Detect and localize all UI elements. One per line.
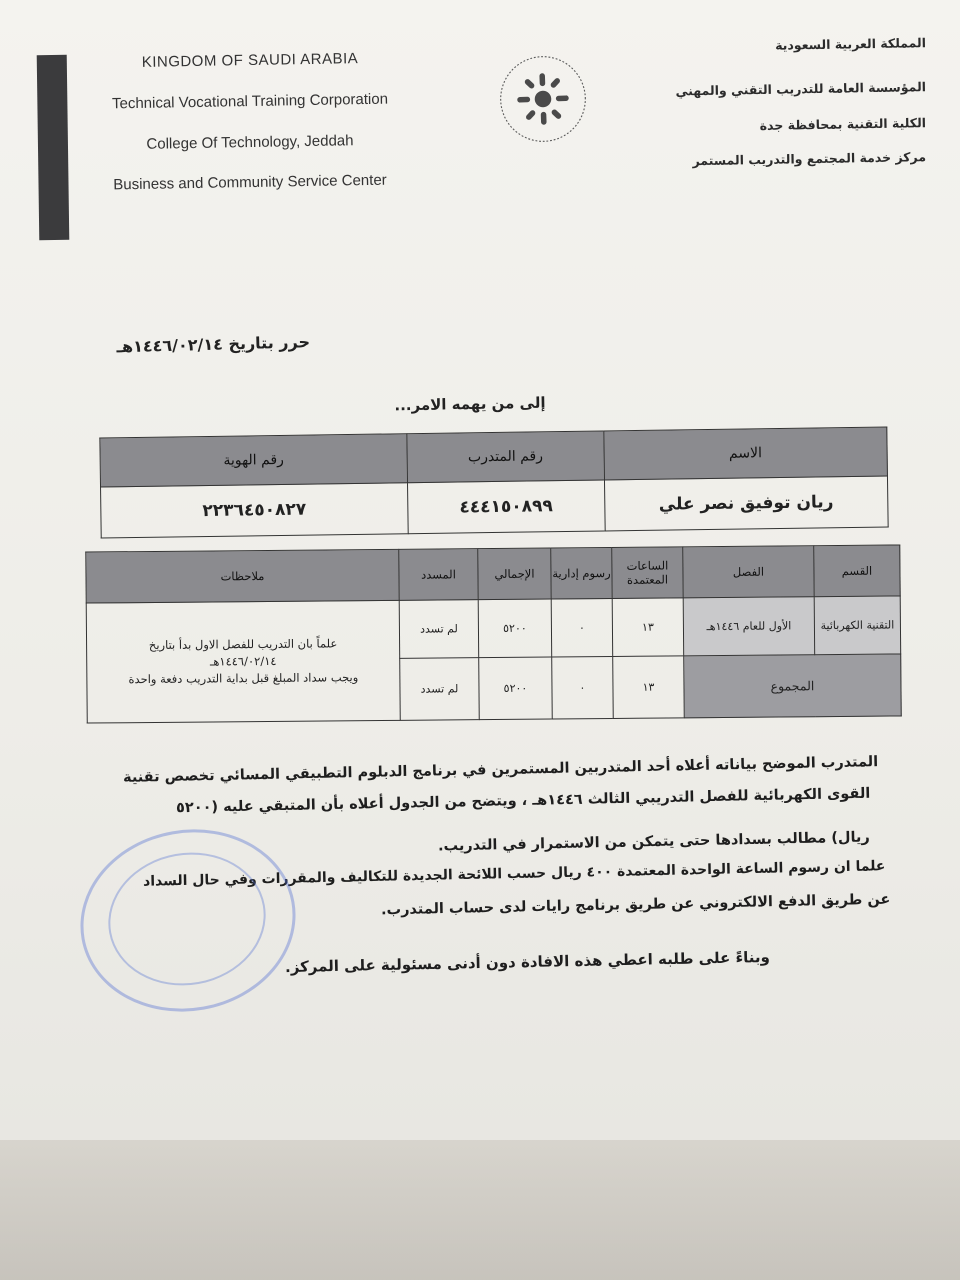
total-header: الإجمالي (478, 548, 551, 600)
note-line-3: ويجب سداد المبلغ قبل بداية التدريب دفعة واحدة (128, 670, 359, 687)
hours-cell: ١٣ (612, 598, 684, 657)
id-number: ٢٢٣٦٤٥٠٨٢٧ (101, 483, 409, 538)
header-en-line-3: College Of Technology, Jeddah (146, 132, 354, 153)
name-header: الاسم (603, 427, 887, 480)
header-ar-line-4: مركز خدمة المجتمع والتدريب المستمر (692, 149, 927, 169)
tvtc-logo-icon (495, 51, 590, 146)
header-ar-line-1: المملكة العربية السعودية (774, 35, 927, 53)
trainee-info-table (99, 427, 888, 539)
term-header: الفصل (683, 546, 814, 598)
body-paragraph-5: عن طريق الدفع الالكتروني عن طريق برنامج رايات لدى حساب المتدرب. (380, 891, 891, 919)
to-whom-it-may-concern: إلى من يهمه الامر... (394, 393, 546, 415)
header-en-line-1: KINGDOM OF SAUDI ARABIA (141, 50, 359, 71)
id-number-header: رقم الهوية (100, 434, 408, 487)
note-line-1: علماً بان التدريب للفصل الاول بدأ بتاريخ (148, 636, 338, 653)
body-paragraph-6: وبناءً على طلبه اعطي هذه الافادة دون أدنى مسئولية على المركز. (284, 947, 771, 977)
notes-header: ملاحظات (86, 549, 399, 603)
body-paragraph-4: علما ان رسوم الساعة الواحدة المعتمدة ٤٠٠ ريال حسب اللائحة الجديدة للتكاليف والمقررات وفي حال السداد (142, 858, 886, 890)
admin-fee-cell: ٠ (551, 598, 613, 657)
body-paragraph-3: ريال) مطالب بسدادها حتى يتمكن من الاستمرار في التدريب. (438, 829, 871, 855)
header-en-line-2: Technical Vocational Training Corporation (111, 90, 389, 113)
total-admin-cell: ٠ (552, 656, 614, 719)
notes-cell (86, 600, 400, 723)
dept-header: القسم (814, 545, 900, 597)
total-amount-cell: ٥٢٠٠ (479, 657, 553, 720)
admin-fee-header: رسوم إدارية (551, 547, 612, 599)
paid-header: المسدد (399, 549, 478, 601)
hours-header: الساعات المعتمدة (612, 547, 683, 599)
trainee-number-header: رقم المتدرب (407, 431, 604, 483)
header-ar-line-3: الكلية التقنية بمحافظة جدة (759, 115, 927, 134)
total-cell: ٥٢٠٠ (478, 599, 552, 658)
header-en-line-4: Business and Community Service Center (113, 171, 387, 194)
term-cell: الأول للعام ١٤٤٦هـ (683, 597, 815, 656)
issue-date: حرر بتاريخ ١٤٤٦/٠٢/١٤هـ (116, 332, 311, 357)
body-paragraph-1: المتدرب الموضح بياناته أعلاه أحد المتدربين المستمرين في برنامج الدبلوم التطبيقي المسائي تخصص تقنية (122, 754, 879, 786)
total-paid-cell: لم تسدد (400, 658, 480, 721)
background-surface (0, 1140, 960, 1280)
header-ar-line-2: المؤسسة العامة للتدريب التقني والمهني (675, 79, 927, 99)
dept-cell: التقنية الكهربائية (814, 596, 901, 655)
paid-cell: لم تسدد (399, 600, 479, 659)
total-label-cell: المجموع (684, 654, 902, 718)
trainee-name: ريان توفيق نصر علي (604, 476, 888, 531)
trainee-number: ٤٤٤١٥٠٨٩٩ (407, 480, 604, 534)
total-hours-cell: ١٣ (613, 656, 685, 719)
note-line-2: ١٤٤٦/٠٢/١٤هـ (209, 653, 277, 669)
scan-edge-bar (37, 55, 70, 240)
fees-table (85, 544, 901, 723)
body-paragraph-2: القوى الكهربائية للفصل التدريبي الثالث ١٤٤٦هـ ، ويتضح من الجدول أعلاه بأن المتبقي عليه (٥٢٠٠ (175, 785, 871, 817)
